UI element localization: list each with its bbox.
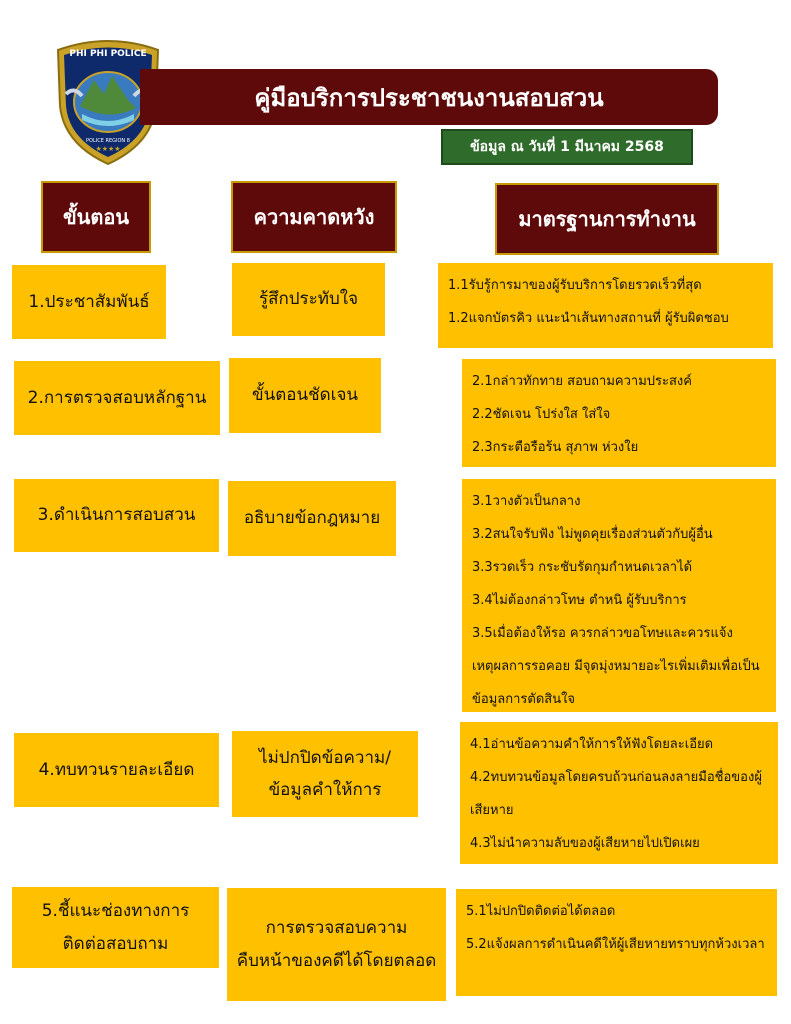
date-label: ข้อมูล ณ วันที่ 1 มีนาคม 2568 — [441, 129, 693, 165]
step-box-4: 4.ทบทวนรายละเอียด — [14, 733, 219, 807]
expectation-line: คืบหน้าของคดีได้โดยตลอด — [236, 950, 437, 971]
standard-item: 2.1กล่าวทักทาย สอบถามความประสงค์ — [472, 374, 692, 389]
standard-box-2 — [462, 359, 776, 467]
badge-top-text: PHI PHI POLICE — [69, 49, 147, 59]
standard-box-5 — [456, 889, 777, 996]
standard-item: 3.3รวดเร็ว กระชับรัดกุมกำหนดเวลาได้ — [472, 560, 693, 575]
standard-item: 4.2ทบทวนข้อมูลโดยครบถ้วนก่อนลงลายมือชื่อของผู้เสียหาย — [470, 770, 762, 818]
standard-item: 5.1ไม่ปกปิดติดต่อได้ตลอด — [466, 904, 616, 919]
expectation-box-3: อธิบายข้อกฎหมาย — [228, 481, 396, 556]
expectation-line: ข้อมูลคำให้การ — [268, 780, 382, 800]
expectation-box-4 — [232, 731, 418, 817]
standard-item: 4.1อ่านข้อความคำให้การให้ฟังโดยละเอียด — [470, 737, 714, 752]
step-box-2: 2.การตรวจสอบหลักฐาน — [14, 361, 220, 435]
standard-item: 2.2ชัดเจน โปร่งใส ใส่ใจ — [472, 407, 611, 422]
standard-item: 3.5เมื่อต้องให้รอ ควรกล่าวขอโทษและควรแจ้งเหตุผลการรอคอย มีจุดมุ่งหมายอะไรเพิ่มเติมเพื่อเป็นข้อมูลการตัดสินใจ — [472, 626, 760, 707]
step-box-3: 3.ดำเนินการสอบสวน — [14, 479, 219, 552]
expectation-box-5 — [227, 888, 446, 1001]
standard-item: 1.1รับรู้การมาของผู้รับบริการโดยรวดเร็วที่สุด — [448, 278, 702, 293]
badge-bottom-text: POLICE REGION 8 — [86, 138, 130, 144]
expectation-line: การตรวจสอบความ — [265, 918, 408, 939]
column-header-step: ขั้นตอน — [41, 181, 151, 253]
column-header-expectation: ความคาดหวัง — [231, 181, 397, 253]
step-box-1: 1.ประชาสัมพันธ์ — [12, 265, 166, 339]
standard-item: 1.2แจกบัตรคิว แนะนำเส้นทางสถานที่ ผู้รับผิดชอบ — [448, 311, 729, 326]
step-box-5 — [12, 887, 219, 968]
page-title: คู่มือบริการประชาชนงานสอบสวน — [140, 69, 718, 125]
expectation-line: ไม่ปกปิดข้อความ/ — [259, 747, 391, 768]
standard-item: 5.2แจ้งผลการดำเนินคดีให้ผู้เสียหายทราบทุกห้วงเวลา — [466, 937, 765, 952]
standard-box-4 — [460, 722, 778, 864]
expectation-box-2: ขั้นตอนชัดเจน — [229, 358, 381, 433]
svg-text:★★★★: ★★★★ — [95, 145, 121, 153]
standard-item: 3.1วางตัวเป็นกลาง — [472, 494, 581, 509]
standard-item: 3.4ไม่ต้องกล่าวโทษ ตำหนิ ผู้รับบริการ — [472, 593, 687, 608]
column-header-standard: มาตรฐานการทำงาน — [495, 183, 719, 255]
standard-item: 4.3ไม่นำความลับของผู้เสียหายไปเปิดเผย — [470, 836, 700, 851]
step-line: 5.ชี้แนะช่องทางการ — [41, 901, 190, 922]
step-line: ติดต่อสอบถาม — [62, 933, 169, 954]
expectation-box-1: รู้สึกประทับใจ — [232, 263, 385, 336]
standard-item: 2.3กระตือรือร้น สุภาพ ห่วงใย — [472, 440, 639, 455]
standard-item: 3.2สนใจรับฟัง ไม่พูดคุยเรื่องส่วนตัวกับผู้อื่น — [472, 527, 713, 542]
standard-box-3 — [462, 479, 776, 712]
standard-box-1 — [438, 263, 773, 348]
